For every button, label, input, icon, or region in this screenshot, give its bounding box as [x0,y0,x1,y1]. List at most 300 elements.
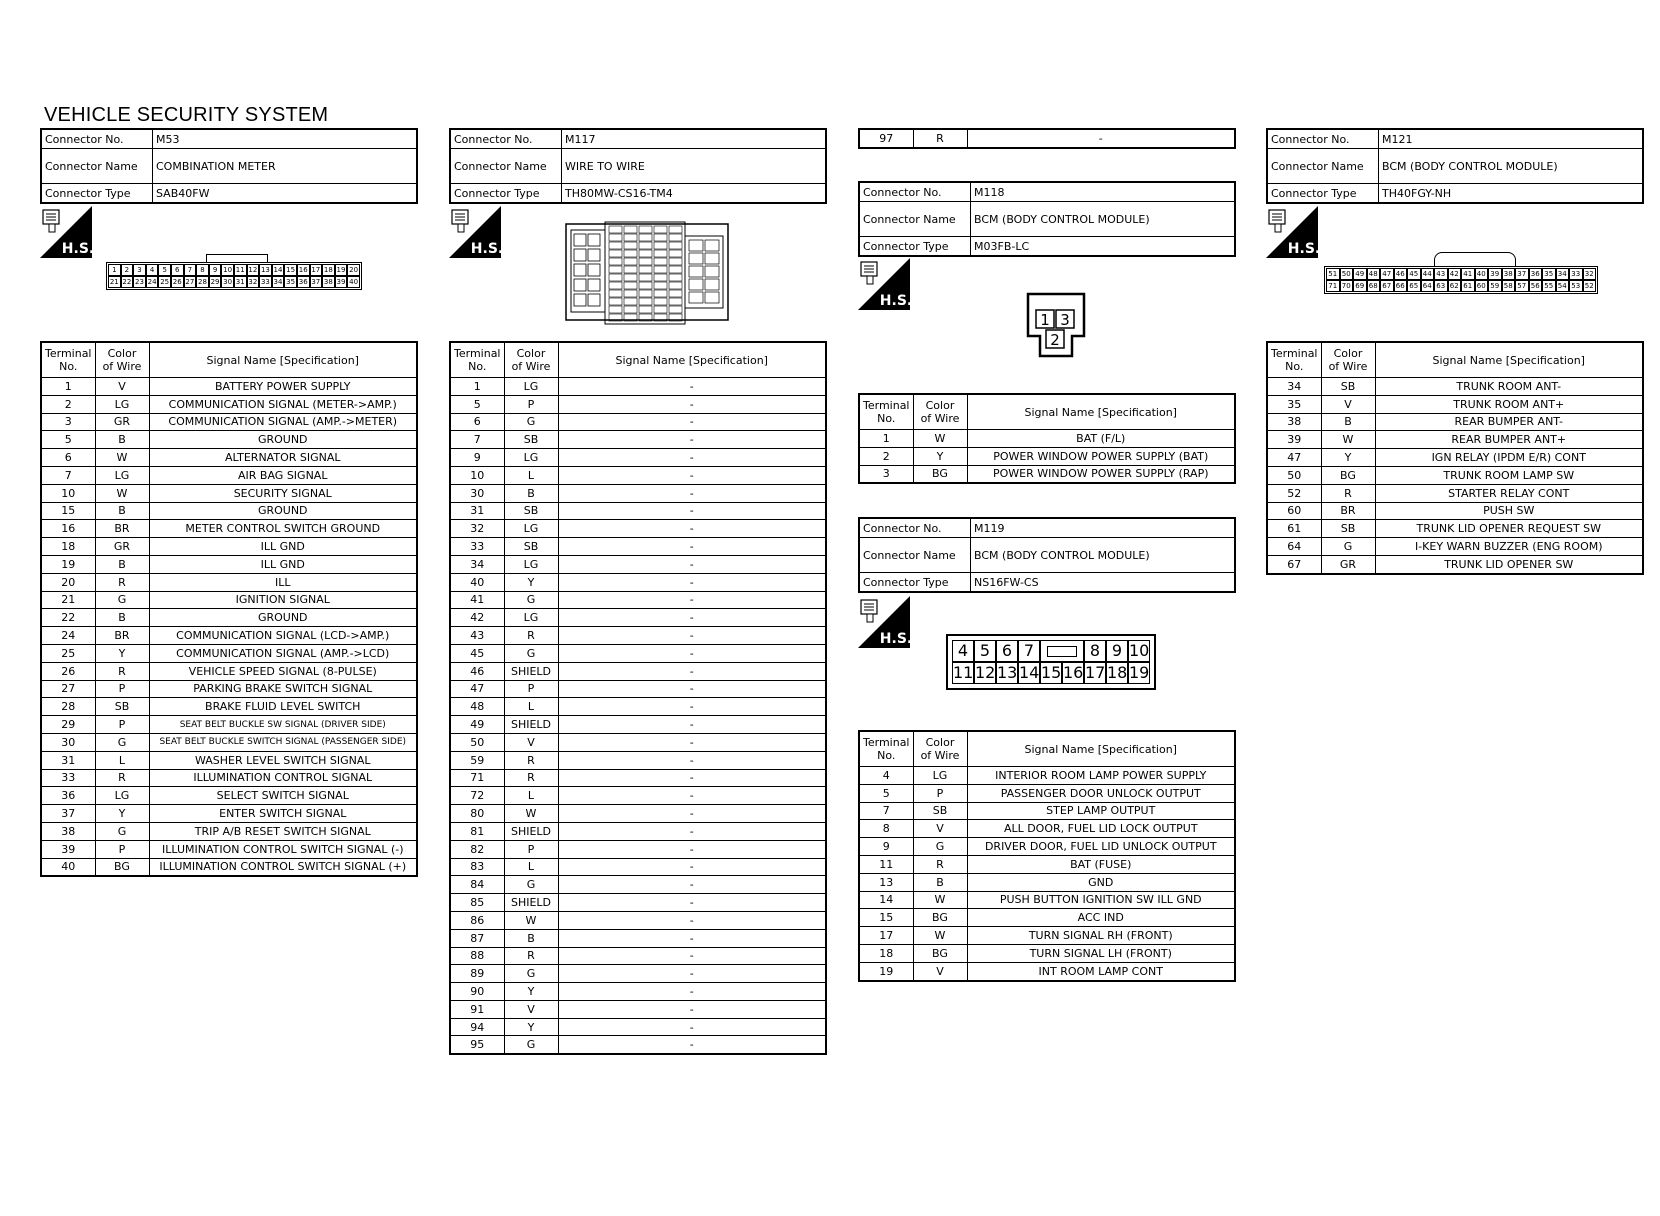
pin-label: 2 [1050,331,1060,349]
pin-cell: 1 [108,264,121,276]
signal-name: - [558,1036,826,1054]
signal-name: - [558,502,826,520]
wire-color: P [504,840,558,858]
connector-name-label: Connector Name [450,149,562,184]
terminal-no: 1 [859,430,913,448]
pin-cell: 47 [1380,268,1394,280]
wire-color: LG [95,395,149,413]
m53-connector-no: M53 [153,129,418,149]
signal-name: - [558,716,826,734]
terminal-no: 2 [41,395,95,413]
wire-color: R [95,662,149,680]
terminal-no: 46 [450,662,504,680]
wire-color: SB [1321,520,1375,538]
wire-color: SB [504,502,558,520]
terminal-no: 4 [859,767,913,785]
connector-lock-tab [1434,252,1516,267]
terminal-no: 6 [450,413,504,431]
pin-cell: 60 [1475,280,1489,292]
m121-info-table [1266,128,1644,204]
terminal-no: 83 [450,858,504,876]
m117-connector-name: WIRE TO WIRE [562,149,827,184]
terminal-no: 10 [450,466,504,484]
pin-cell: 67 [1380,280,1394,292]
terminal-no: 95 [450,1036,504,1054]
signal-name: - [558,538,826,556]
harness-side-icon [449,206,501,258]
signal-name: - [558,751,826,769]
pin-cell: 61 [1461,280,1475,292]
pin-cell: 7 [1018,640,1040,662]
pin-cell: 4 [146,264,159,276]
wire-color: L [504,787,558,805]
pin-cell: 10 [223,266,233,274]
terminal-no-header: Terminal No. [1267,342,1321,378]
pin-cell: 66 [1394,280,1408,292]
harness-side-icon [40,206,92,258]
wire-color-header: Color of Wire [913,731,967,767]
terminal-no: 2 [859,447,913,465]
table-row [1267,555,1643,573]
signal-name: - [558,573,826,591]
terminal-no: 90 [450,983,504,1001]
terminal-no: 30 [450,484,504,502]
terminal-no: 8 [859,820,913,838]
wire-color: W [913,430,967,448]
wire-color: SHIELD [504,662,558,680]
table-row [859,838,1235,856]
table-row [450,555,826,573]
wire-color: W [95,484,149,502]
pin-cell: 53 [1569,280,1583,292]
pin-cell: 22 [122,278,132,286]
table-row [859,129,1235,148]
signal-name: PARKING BRAKE SWITCH SIGNAL [149,680,417,698]
pin-cell: 16 [1063,663,1084,682]
wire-color: V [95,378,149,396]
terminal-no: 16 [41,520,95,538]
wire-color: B [95,609,149,627]
signal-name: ILL GND [149,538,417,556]
m53-connector-type: SAB40FW [153,184,418,204]
wire-color: G [504,413,558,431]
terminal-no: 15 [41,502,95,520]
wire-color: B [95,502,149,520]
table-row [41,644,417,662]
svg-text:H.S.: H.S. [470,241,501,257]
terminal-no: 41 [450,591,504,609]
table-row [859,820,1235,838]
pin-cell: 12 [248,266,258,274]
pin-cell: 28 [197,278,207,286]
m119-connector-type: NS16FW-CS [971,573,1236,593]
table-row [1267,378,1643,396]
signal-name: WASHER LEVEL SWITCH SIGNAL [149,751,417,769]
wire-color: V [913,962,967,980]
signal-name: - [558,627,826,645]
terminal-no: 38 [41,822,95,840]
wire-color-header: Color of Wire [95,342,149,378]
pin-cell: 43 [1434,268,1448,280]
pin-cell: 58 [1502,280,1516,292]
signal-name: REAR BUMPER ANT+ [1375,431,1643,449]
wire-color: SB [504,538,558,556]
pin-cell: 68 [1367,280,1381,292]
signal-name: GROUND [149,609,417,627]
signal-name: TRIP A/B RESET SWITCH SIGNAL [149,822,417,840]
terminal-no: 5 [859,784,913,802]
svg-text:H.S.: H.S. [61,241,92,257]
pin-label: 1 [1040,311,1050,329]
signal-name: ILLUMINATION CONTROL SWITCH SIGNAL (-) [149,840,417,858]
harness-side-icon [858,596,910,648]
connector-lock-tab [206,254,268,263]
table-row [859,447,1235,465]
pin-cell: 9 [209,264,222,276]
signal-name: - [558,378,826,396]
wire-color: L [95,751,149,769]
terminal-no-header: Terminal No. [41,342,95,378]
wire-color: B [95,555,149,573]
table-row [41,805,417,823]
pin-cell: 31 [235,278,245,286]
signal-name-header: Signal Name [Specification] [967,731,1235,767]
signal-name: - [558,947,826,965]
terminal-no: 5 [41,431,95,449]
pin-cell: 14 [273,266,283,274]
pin-cell: 8 [196,264,209,276]
wire-color: W [913,927,967,945]
pin-label: 3 [1060,311,1070,329]
m53-connector-name: COMBINATION METER [153,149,418,184]
table-row [859,944,1235,962]
m121-connector-name: BCM (BODY CONTROL MODULE) [1379,149,1644,184]
wire-color: B [913,873,967,891]
terminal-no-header: Terminal No. [450,342,504,378]
signal-name: TRUNK ROOM LAMP SW [1375,466,1643,484]
signal-name: - [558,929,826,947]
wire-color: BR [95,627,149,645]
m118-info-table [858,181,1236,257]
terminal-no: 81 [450,822,504,840]
pin-cell: 16 [298,266,308,274]
connector-no-label: Connector No. [41,129,153,149]
table-row [1267,502,1643,520]
terminal-no: 31 [41,751,95,769]
terminal-no: 7 [41,466,95,484]
terminal-no: 24 [41,627,95,645]
signal-name: ILLUMINATION CONTROL SIGNAL [149,769,417,787]
pin-cell: 57 [1515,280,1529,292]
wire-color: B [95,431,149,449]
terminal-no: 34 [450,555,504,573]
signal-name: - [558,680,826,698]
table-row [450,983,826,1001]
terminal-no: 31 [450,502,504,520]
pin-cell: 36 [298,278,308,286]
terminal-no: 85 [450,894,504,912]
table-row [1267,413,1643,431]
wire-color: Y [504,1018,558,1036]
terminal-no: 33 [450,538,504,556]
signal-name: TRUNK ROOM ANT+ [1375,395,1643,413]
pin-cell: 64 [1421,280,1435,292]
table-row [859,891,1235,909]
wire-color: LG [913,767,967,785]
signal-name: I-KEY WARN BUZZER (ENG ROOM) [1375,538,1643,556]
wire-color: LG [95,787,149,805]
wire-color: LG [504,449,558,467]
table-row [450,733,826,751]
table-row [450,894,826,912]
signal-name: ACC IND [967,909,1235,927]
table-row [859,430,1235,448]
pin-cell: 29 [210,278,220,286]
signal-name: - [558,876,826,894]
pin-cell: 65 [1407,280,1421,292]
signal-name: STEP LAMP OUTPUT [967,802,1235,820]
terminal-no: 19 [41,555,95,573]
table-row [450,751,826,769]
table-row [450,787,826,805]
signal-name: PASSENGER DOOR UNLOCK OUTPUT [967,784,1235,802]
pin-cell: 40 [1475,268,1489,280]
terminal-no: 80 [450,805,504,823]
signal-name: ILL GND [149,555,417,573]
terminal-no: 3 [859,465,913,483]
pin-cell: 5 [158,264,171,276]
terminal-no: 39 [1267,431,1321,449]
connector-m117 [449,128,827,204]
table-row [41,466,417,484]
terminal-no: 29 [41,716,95,734]
signal-name: - [558,555,826,573]
wire-color: Y [95,805,149,823]
table-row [859,767,1235,785]
terminal-no: 59 [450,751,504,769]
wire-color: V [913,820,967,838]
m117-connector-type: TH80MW-CS16-TM4 [562,184,827,204]
terminal-no: 38 [1267,413,1321,431]
connector-type-label: Connector Type [1267,184,1379,204]
table-row [41,787,417,805]
terminal-no: 86 [450,911,504,929]
pin-cell: 37 [311,278,321,286]
wire-color: Y [504,573,558,591]
signal-name: SECURITY SIGNAL [149,484,417,502]
pin-cell: 45 [1407,268,1421,280]
connector-no-label: Connector No. [859,182,971,202]
wire-color: LG [95,466,149,484]
m119-info-table [858,517,1236,593]
connector-name-label: Connector Name [859,202,971,237]
pin-cell: 36 [1529,268,1543,280]
table-row [41,520,417,538]
m117-connector-no: M117 [562,129,827,149]
terminal-no: 97 [859,129,913,148]
terminal-no: 13 [859,873,913,891]
terminal-no: 61 [1267,520,1321,538]
terminal-no: 3 [41,413,95,431]
terminal-no: 43 [450,627,504,645]
pin-cell: 54 [1556,280,1570,292]
terminal-no: 1 [41,378,95,396]
table-row [450,378,826,396]
table-row [450,858,826,876]
wire-color: B [504,929,558,947]
wire-color: LG [504,609,558,627]
m121-pin-table [1266,341,1644,575]
pin-cell: 17 [311,266,321,274]
pin-cell: 41 [1461,268,1475,280]
m117-pin-table [449,341,827,1055]
pin-cell: 25 [160,278,170,286]
table-row [41,662,417,680]
wire-color: BG [95,858,149,876]
terminal-no: 84 [450,876,504,894]
pin-cell: 38 [323,278,333,286]
table-row [450,911,826,929]
pin-cell: 13 [260,266,270,274]
signal-name: - [558,466,826,484]
wire-color: P [504,680,558,698]
terminal-no: 18 [41,538,95,556]
pin-cell: 8 [1084,640,1106,662]
signal-name: DRIVER DOOR, FUEL LID UNLOCK OUTPUT [967,838,1235,856]
pin-cell: 46 [1394,268,1408,280]
pin-cell: 15 [286,266,296,274]
table-row [859,784,1235,802]
m119-connector-name: BCM (BODY CONTROL MODULE) [971,538,1236,573]
pin-cell: 32 [1583,268,1597,280]
wire-color: G [95,591,149,609]
svg-text:H.S.: H.S. [1287,241,1318,257]
pin-cell: 17 [1085,663,1106,682]
table-row [41,431,417,449]
connector-m121 [1266,128,1644,204]
table-row [41,395,417,413]
signal-name: TRUNK LID OPENER SW [1375,555,1643,573]
wire-color: P [95,840,149,858]
signal-name: - [558,644,826,662]
terminal-no: 40 [41,858,95,876]
signal-name: COMMUNICATION SIGNAL (METER->AMP.) [149,395,417,413]
signal-name: - [558,609,826,627]
wire-color: P [95,716,149,734]
signal-name: POWER WINDOW POWER SUPPLY (BAT) [967,447,1235,465]
pin-cell: 49 [1353,268,1367,280]
wire-color: G [95,822,149,840]
terminal-no: 25 [41,644,95,662]
table-row [450,1000,826,1018]
terminal-no: 5 [450,395,504,413]
terminal-no: 18 [859,944,913,962]
harness-side-icon [1266,206,1318,258]
wire-color: W [1321,431,1375,449]
table-row [41,413,417,431]
table-row [41,484,417,502]
signal-name-header: Signal Name [Specification] [1375,342,1643,378]
m53-info-table [40,128,418,204]
wire-color: V [504,1000,558,1018]
table-row [1267,484,1643,502]
table-row [41,698,417,716]
table-row [859,465,1235,483]
terminal-no-header: Terminal No. [859,394,913,430]
terminal-no: 26 [41,662,95,680]
table-row [450,680,826,698]
pin-cell: 56 [1529,280,1543,292]
wire-color: Y [913,447,967,465]
wire-color: P [95,680,149,698]
terminal-no: 89 [450,965,504,983]
table-row [450,876,826,894]
signal-name: - [558,840,826,858]
table-row [41,378,417,396]
terminal-no: 19 [859,962,913,980]
connector-no-label: Connector No. [450,129,562,149]
signal-name: COMMUNICATION SIGNAL (AMP.->METER) [149,413,417,431]
signal-name: - [558,449,826,467]
table-row [450,431,826,449]
wire-color: SB [913,802,967,820]
table-row [450,573,826,591]
pin-cell: 33 [1569,268,1583,280]
pin-cell: 30 [223,278,233,286]
svg-text:H.S.: H.S. [879,293,910,309]
wire-color: V [1321,395,1375,413]
terminal-no: 9 [859,838,913,856]
pin-cell: 50 [1340,268,1354,280]
table-row [41,555,417,573]
table-row [41,751,417,769]
terminal-no-header: Terminal No. [859,731,913,767]
m53-pin-table [40,341,418,877]
table-row [450,609,826,627]
signal-name: METER CONTROL SWITCH GROUND [149,520,417,538]
table-row [450,484,826,502]
pin-cell: 69 [1353,280,1367,292]
wire-color: R [504,947,558,965]
signal-name: AIR BAG SIGNAL [149,466,417,484]
pin-cell: 24 [147,278,157,286]
terminal-no: 45 [450,644,504,662]
signal-name: - [558,413,826,431]
svg-text:H.S.: H.S. [879,631,910,647]
m118-connector-name: BCM (BODY CONTROL MODULE) [971,202,1236,237]
connector-name-label: Connector Name [859,538,971,573]
signal-name: IGNITION SIGNAL [149,591,417,609]
signal-name: GROUND [149,431,417,449]
terminal-no: 9 [450,449,504,467]
table-row [41,840,417,858]
signal-name: - [558,983,826,1001]
pin-cell: 13 [997,663,1018,682]
terminal-no: 32 [450,520,504,538]
terminal-no: 10 [41,484,95,502]
terminal-no: 20 [41,573,95,591]
wire-color: Y [95,644,149,662]
pin-cell: 23 [135,278,144,286]
wire-color: L [504,858,558,876]
terminal-no: 82 [450,840,504,858]
signal-name: - [558,787,826,805]
terminal-no: 1 [450,378,504,396]
signal-name: - [558,965,826,983]
harness-side-icon [858,258,910,310]
table-row [450,769,826,787]
pin-cell: 42 [1448,268,1462,280]
